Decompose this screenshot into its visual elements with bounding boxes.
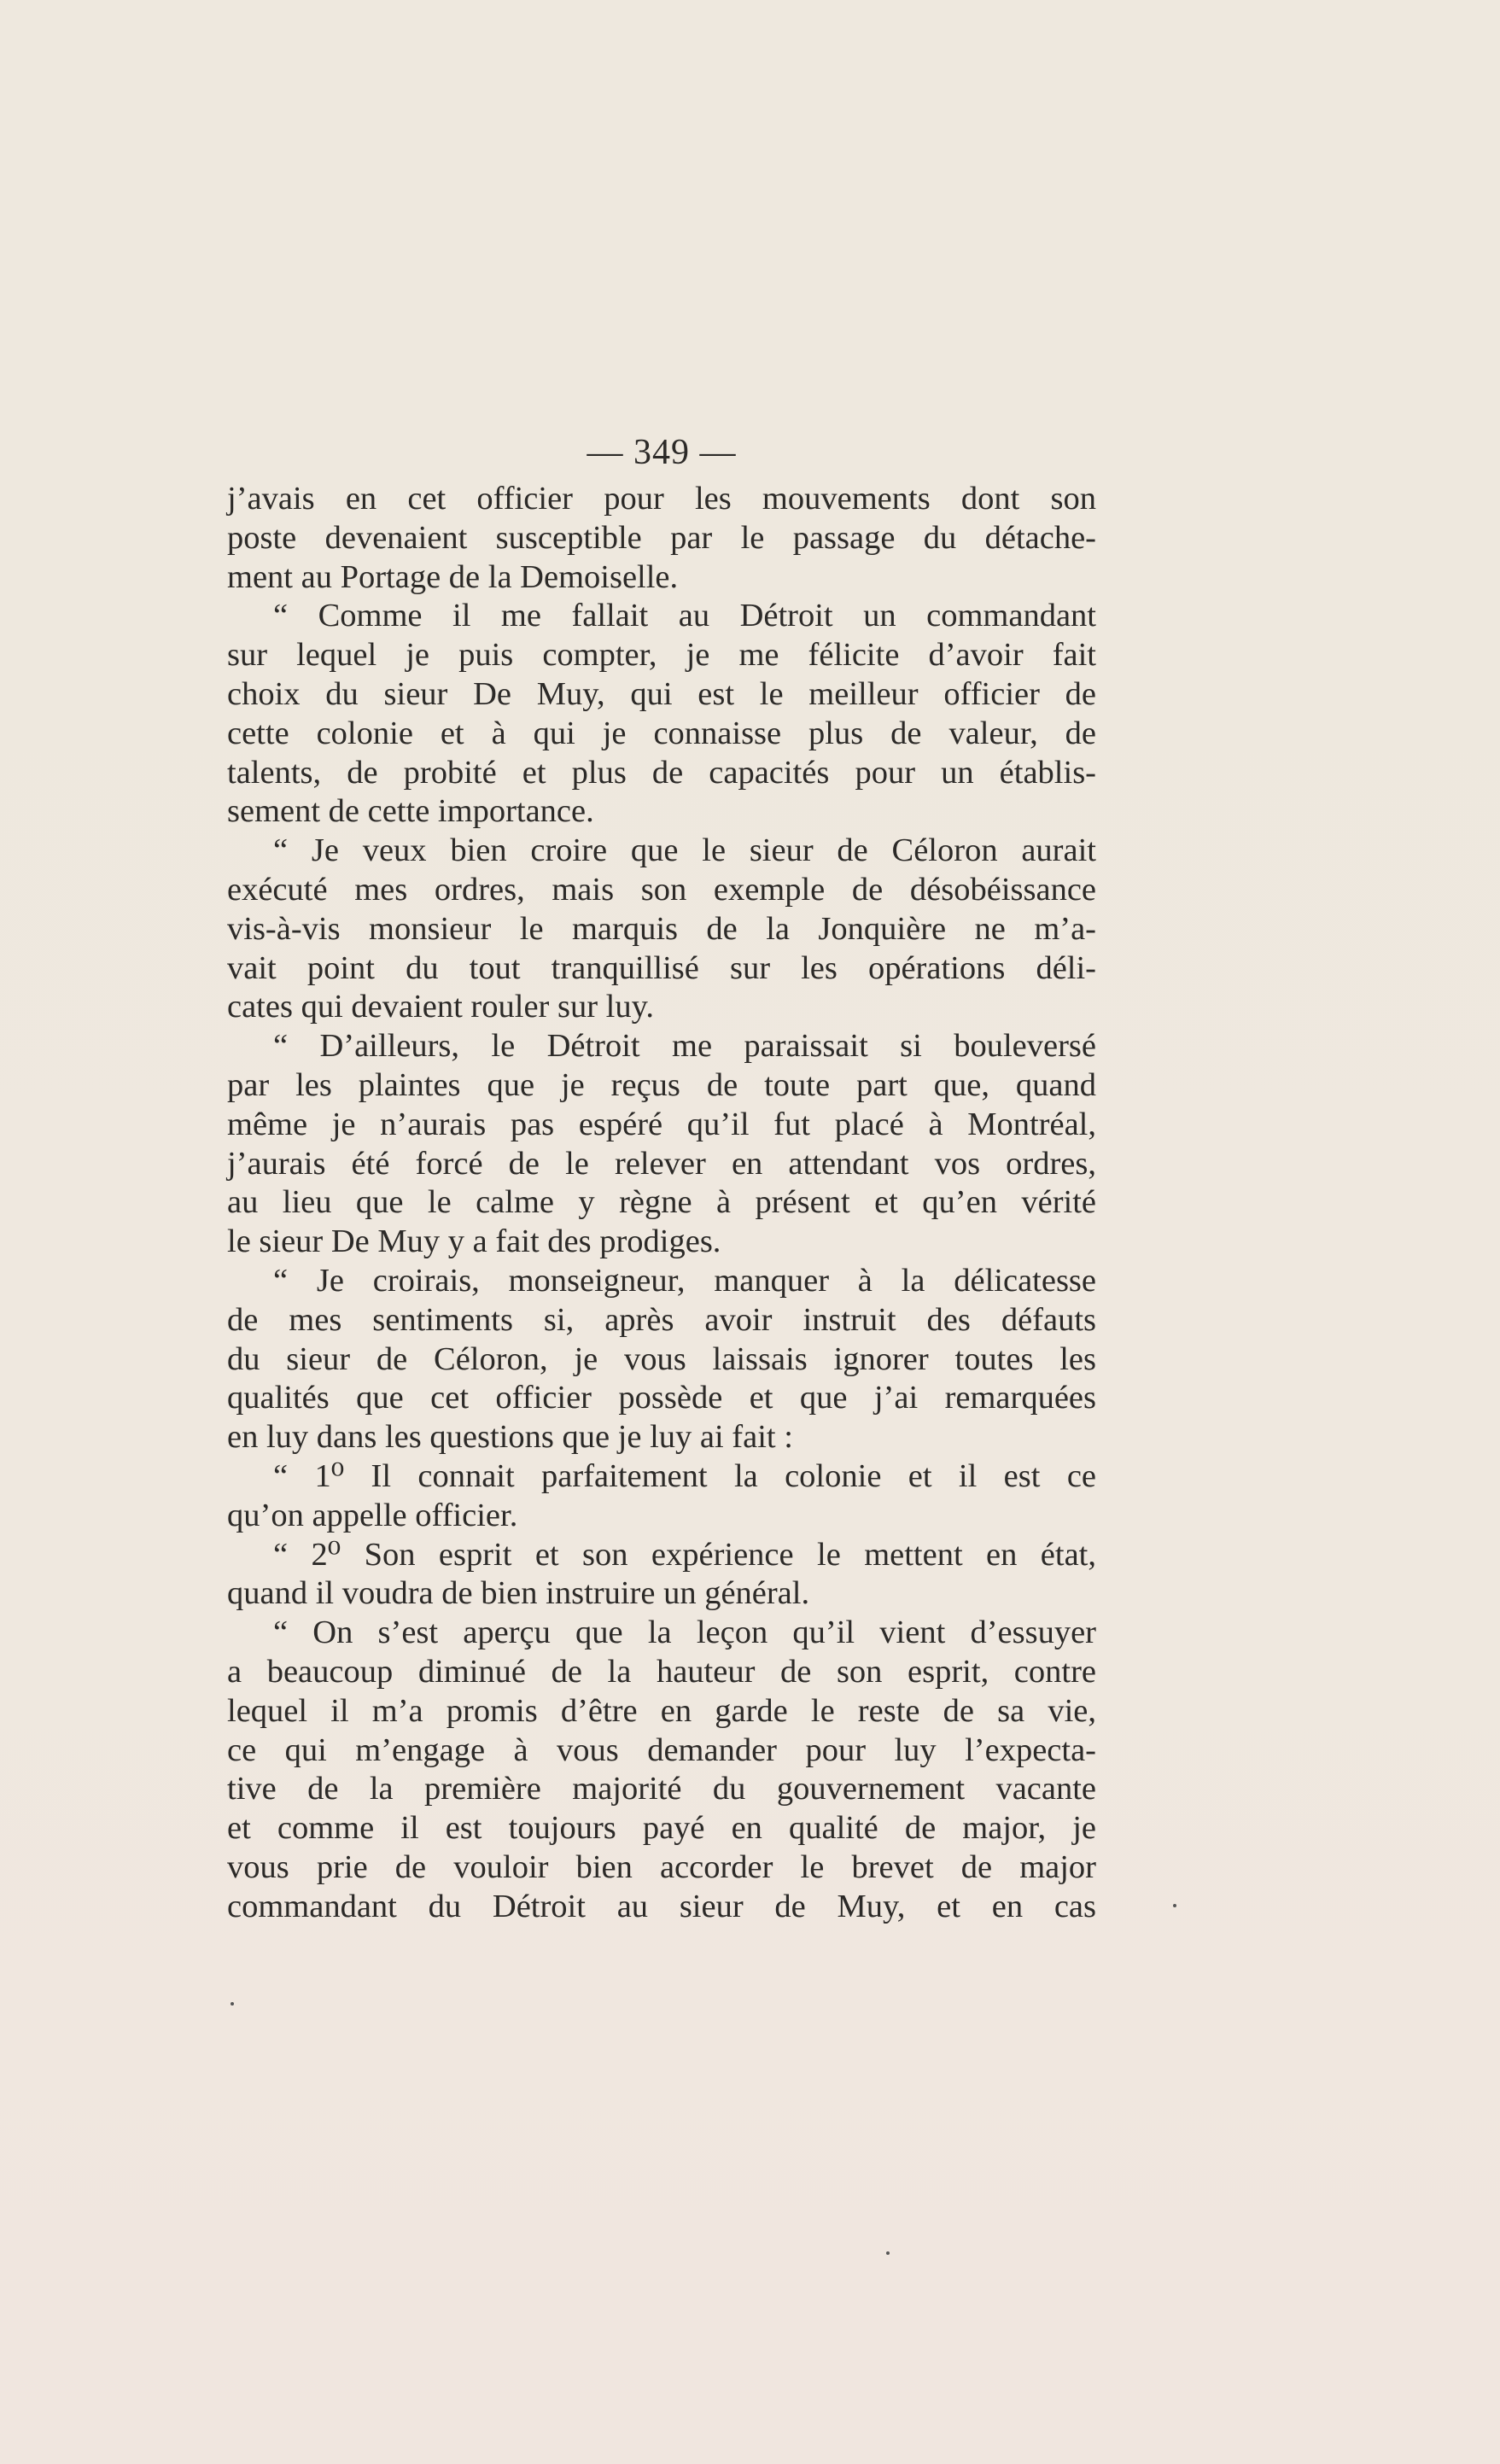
text-line: “ 1⁰ Il connait parfaitement la colonie et il est ce: [273, 1457, 1096, 1494]
text-line: qualités que cet officier possède et que j’ai remarquées: [227, 1380, 1096, 1416]
text-line: en luy dans les questions que je luy ai fait :: [227, 1419, 793, 1456]
text-line: de mes sentiments si, après avoir instruit des défauts: [227, 1301, 1096, 1338]
page-number: — 349 —: [587, 433, 737, 472]
text-line: vait point du tout tranquillisé sur les opérations déli-: [227, 949, 1096, 986]
text-line: vous prie de vouloir bien accorder le brevet de major: [227, 1848, 1096, 1885]
text-line: du sieur de Céloron, je vous laissais ignorer toutes les: [227, 1340, 1096, 1377]
text-line: ce qui m’engage à vous demander pour luy l’expecta-: [227, 1731, 1096, 1768]
text-line: par les plaintes que je reçus de toute part que, quand: [227, 1066, 1096, 1103]
text-line: même je n’aurais pas espéré qu’il fut placé à Montréal,: [227, 1106, 1096, 1142]
text-line: sur lequel je puis compter, je me félicite d’avoir fait: [227, 637, 1096, 674]
text-line: “ Comme il me fallait au Détroit un commandant: [273, 598, 1096, 634]
text-line: cette colonie et à qui je connaisse plus de valeur, de: [227, 715, 1096, 751]
body-text: [227, 480, 1096, 1926]
text-line: “ Je croirais, monseigneur, manquer à la délicatesse: [273, 1262, 1096, 1299]
text-line: “ D’ailleurs, le Détroit me paraissait si bouleversé: [273, 1028, 1096, 1065]
text-line: commandant du Détroit au sieur de Muy, et en cas: [227, 1888, 1096, 1924]
text-line: a beaucoup diminué de la hauteur de son esprit, contre: [227, 1653, 1096, 1690]
text-line: tive de la première majorité du gouvernement vacante: [227, 1771, 1096, 1807]
text-line: exécuté mes ordres, mais son exemple de désobéissance: [227, 871, 1096, 908]
text-line: j’avais en cet officier pour les mouvements dont son: [227, 481, 1096, 517]
text-line: poste devenaient susceptible par le passage du détache-: [227, 519, 1096, 556]
page-text-block: [227, 427, 1096, 1926]
text-line: sement de cette importance.: [227, 793, 594, 830]
text-line: talents, de probité et plus de capacités pour un établis-: [227, 754, 1096, 791]
text-line: ment au Portage de la Demoiselle.: [227, 558, 679, 595]
text-line: choix du sieur De Muy, qui est le meilleur officier de: [227, 675, 1096, 712]
text-line: j’aurais été forcé de le relever en attendant vos ordres,: [227, 1145, 1096, 1182]
paper-speck: [1173, 1904, 1176, 1907]
text-line: lequel il m’a promis d’être en garde le reste de sa vie,: [227, 1692, 1096, 1729]
text-line: “ On s’est aperçu que la leçon qu’il vient d’essuyer: [273, 1614, 1096, 1651]
text-line: et comme il est toujours payé en qualité de major, je: [227, 1810, 1096, 1847]
text-line: quand il voudra de bien instruire un général.: [227, 1575, 810, 1612]
paper-speck: [231, 2002, 234, 2006]
text-line: qu’on appelle officier.: [227, 1497, 518, 1533]
text-line: “ Je veux bien croire que le sieur de Céloron aurait: [273, 832, 1096, 869]
text-line: le sieur De Muy y a fait des prodiges.: [227, 1223, 721, 1260]
text-line: au lieu que le calme y règne à présent et qu’en vérité: [227, 1184, 1096, 1221]
text-line: cates qui devaient rouler sur luy.: [227, 989, 654, 1025]
text-line: “ 2⁰ Son esprit et son expérience le mettent en état,: [273, 1536, 1096, 1573]
text-line: vis-à-vis monsieur le marquis de la Jonquière ne m’a-: [227, 910, 1096, 947]
paper-speck: [886, 2251, 890, 2255]
